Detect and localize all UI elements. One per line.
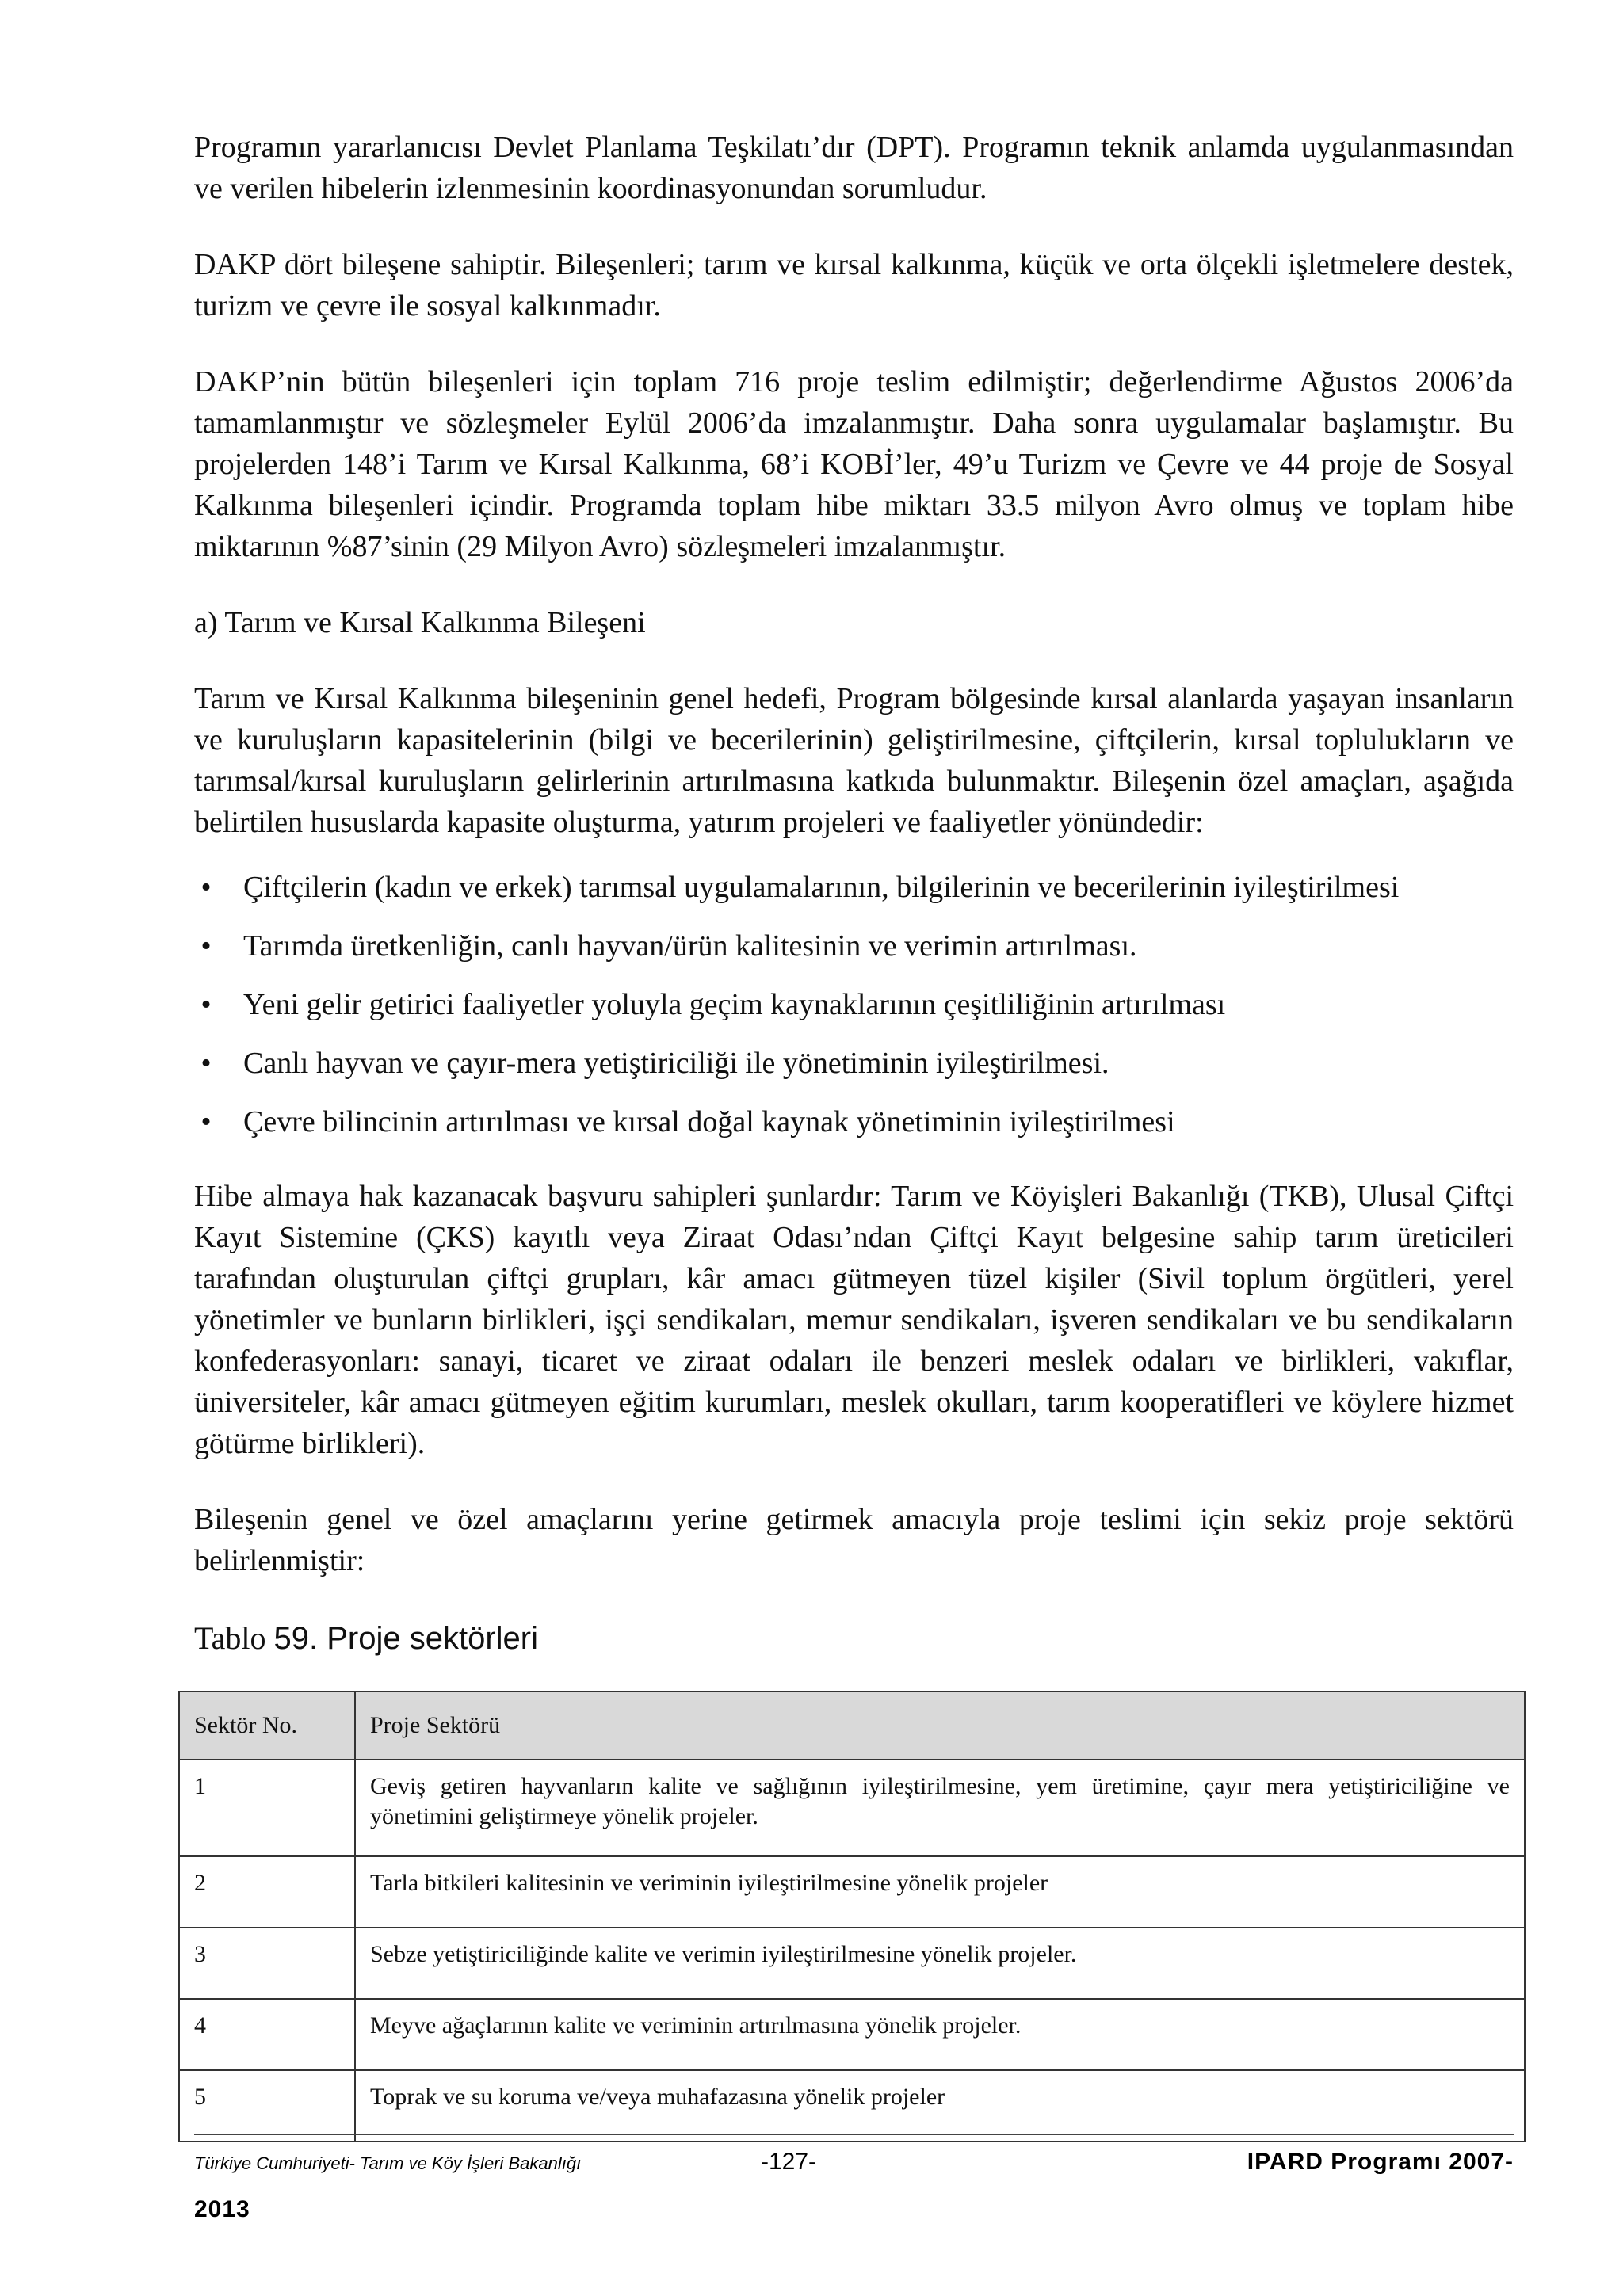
list-item: • Yeni gelir getirici faaliyetler yoluyla geçim kaynaklarının çeşitliliğinin artırılması	[194, 984, 1514, 1025]
section-heading: a) Tarım ve Kırsal Kalkınma Bileşeni	[194, 606, 646, 639]
list-item: • Çevre bilincinin artırılması ve kırsal doğal kaynak yönetiminin iyileştirilmesi	[194, 1101, 1514, 1142]
list-item: • Canlı hayvan ve çayır-mera yetiştiriciliği ile yönetiminin iyileştirilmesi.	[194, 1043, 1514, 1084]
bullet-icon: •	[200, 1105, 212, 1138]
table-header-row	[179, 1691, 1525, 1760]
sector-description: Toprak ve su koruma ve/veya muhafazasına yönelik projeler	[355, 2070, 1525, 2142]
footer-divider	[194, 2134, 1514, 2135]
footer-ministry: Türkiye Cumhuriyeti- Tarım ve Köy İşleri Bakanlığı	[194, 2153, 582, 2173]
column-header-project-sector: Proje Sektörü	[355, 1691, 1525, 1760]
paragraph-beneficiary: Programın yararlanıcısı Devlet Planlama Teşkilatı’dır (DPT). Programın teknik anlamda uygulanmasından ve verilen hibelerin izlenmesinin koordinasyonundan sorumludur.	[194, 131, 1514, 205]
list-item: • Tarımda üretkenliğin, canlı hayvan/ürün kalitesinin ve verimin artırılması.	[194, 925, 1514, 967]
sector-description: Tarla bitkileri kalitesinin ve veriminin iyileştirilmesine yönelik projeler	[355, 1856, 1525, 1928]
sector-number: 3	[179, 1928, 355, 1999]
paragraph-components: DAKP dört bileşene sahiptir. Bileşenleri; tarım ve kırsal kalkınma, küçük ve orta ölçekli işletmelere destek, turizm ve çevre ile sosyal kalkınmadır.	[194, 248, 1514, 322]
sector-number: 4	[179, 1999, 355, 2070]
sector-number: 1	[179, 1760, 355, 1856]
table-row	[179, 1760, 1525, 1856]
table-row	[179, 1856, 1525, 1928]
table-row	[179, 1928, 1525, 1999]
bullet-icon: •	[200, 929, 212, 963]
paragraph-sector-intro: Bileşenin genel ve özel amaçlarını yerine getirmek amacıyla proje teslimi için sekiz proje sektörü belirlenmiştir:	[194, 1503, 1514, 1577]
paragraph-projects-summary: DAKP’nin bütün bileşenleri için toplam 716 proje teslim edilmiştir; değerlendirme Ağustos 2006’da tamamlanmıştır ve sözleşmeler Eylül 2006’da imzalanmıştır. Daha sonra uygulamalar başlamıştır. Bu projelerden 148’i Tarım ve Kırsal Kalkınma, 68’i KOBİ’ler, 49’u Turizm ve Çevre ve 44 proje de Sosyal Kalkınma bileşenleri içindir. Programda toplam hibe miktarı 33.5 milyon Avro olmuş ve toplam hibe miktarının %87’sinin (29 Milyon Avro) sözleşmeleri imzalanmıştır.	[194, 365, 1514, 563]
sector-description: Meyve ağaçlarının kalite ve veriminin artırılmasına yönelik projeler.	[355, 1999, 1525, 2070]
bullet-icon: •	[200, 1047, 212, 1080]
bullet-icon: •	[200, 871, 212, 904]
table-row	[179, 1999, 1525, 2070]
table-title: Tablo 59. Proje sektörleri	[194, 1620, 538, 1656]
paragraph-component-objective: Tarım ve Kırsal Kalkınma bileşeninin genel hedefi, Program bölgesinde kırsal alanlarda yaşayan insanların ve kuruluşların kapasitelerinin (bilgi ve becerilerinin) geliştirilmesine, çiftçilerin, kırsal toplulukların ve tarımsal/kırsal kuruluşların gelirlerinin artırılmasına katkıda bulunmaktır. Bileşenin özel amaçları, aşağıda belirtilen hususlarda kapasite oluşturma, yatırım projeleri ve faaliyetler yönündedir:	[194, 682, 1514, 839]
page-number: -127-	[761, 2149, 817, 2175]
sector-number: 2	[179, 1856, 355, 1928]
column-header-sector-no: Sektör No.	[179, 1691, 355, 1760]
table-row	[179, 2070, 1525, 2142]
paragraph-eligibility: Hibe almaya hak kazanacak başvuru sahipleri şunlardır: Tarım ve Köyişleri Bakanlığı (TKB), Ulusal Çiftçi Kayıt Sistemine (ÇKS) kayıtlı veya Ziraat Odası’ndan Çiftçi Kayıt belgesine sahip tarım üreticileri tarafından oluşturulan çiftçi grupları, kâr amacı gütmeyen tüzel kişiler (Sivil toplum örgütleri, yerel yönetimler ve bunların birlikleri, işçi sendikaları, memur sendikaları, işveren sendikaları ve bu sendikaların konfederasyonları: sanayi, ticaret ve ziraat odaları ile benzeri meslek odaları ve birlikleri, vakıflar, üniversiteler, kâr amacı gütmeyen eğitim kurumları, meslek okulları, tarım kooperatifleri ve köylere hizmet götürme birlikleri).	[194, 1180, 1514, 1460]
objectives-list	[194, 867, 1514, 1142]
sector-description: Geviş getiren hayvanların kalite ve sağlığının iyileştirilmesine, yem üretimine, çayır mera yetiştiriciliğine ve yönetimini geliştirmeye yönelik projeler.	[355, 1760, 1525, 1856]
document-page	[194, 127, 1514, 1671]
list-item: • Çiftçilerin (kadın ve erkek) tarımsal uygulamalarının, bilgilerinin ve becerilerinin iyileştirilmesi	[194, 867, 1514, 908]
footer-program-year: 2013	[194, 2196, 250, 2222]
project-sectors-table	[178, 1691, 1526, 2142]
sector-description: Sebze yetiştiriciliğinde kalite ve verimin iyileştirilmesine yönelik projeler.	[355, 1928, 1525, 1999]
sector-number: 5	[179, 2070, 355, 2142]
footer-program: IPARD Programı 2007-	[1247, 2149, 1514, 2175]
bullet-icon: •	[200, 988, 212, 1021]
